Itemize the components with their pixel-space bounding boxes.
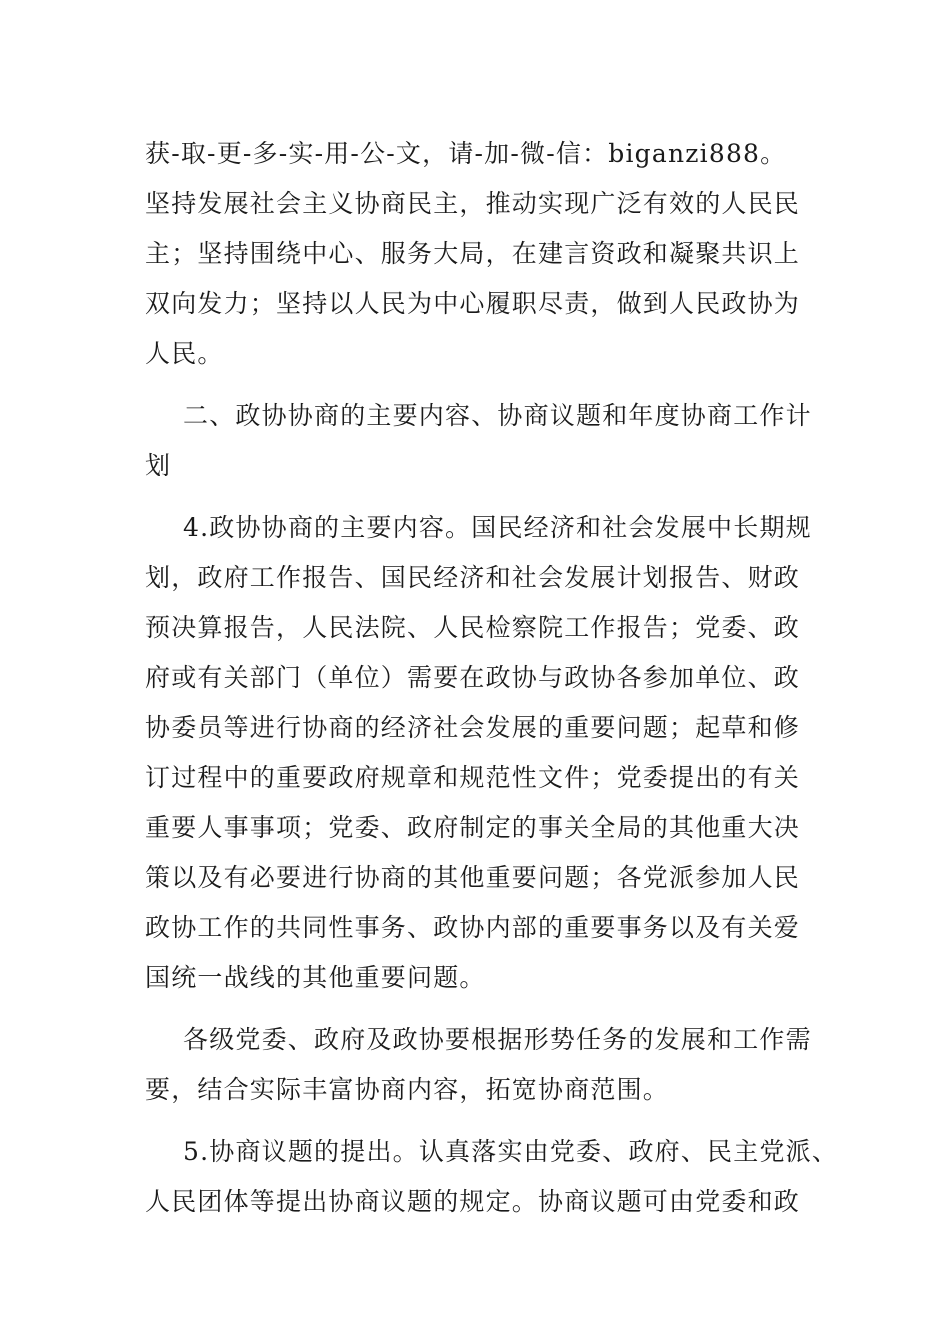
paragraph-item-4: [145, 503, 812, 1003]
text-line: 策以及有必要进行协商的其他重要问题；各党派参加人民: [145, 863, 801, 892]
text-line: 重要人事事项；党委、政府制定的事关全局的其他重大决: [145, 813, 801, 842]
text-line: 府或有关部门（单位）需要在政协与政协各参加单位、政: [145, 663, 801, 692]
paragraph-item-5: [145, 1127, 839, 1227]
text-line: 要，结合实际丰富协商内容，拓宽协商范围。: [145, 1075, 670, 1104]
text-line: 协委员等进行协商的经济社会发展的重要问题；起草和修: [145, 713, 801, 742]
text-line: 双向发力；坚持以人民为中心履职尽责，做到人民政协为: [145, 289, 801, 318]
text-line: 预决算报告，人民法院、人民检察院工作报告；党委、政: [145, 613, 801, 642]
text-line: 坚持发展社会主义协商民主，推动实现广泛有效的人民民: [145, 189, 801, 218]
heading-line: 划: [145, 451, 172, 480]
section-heading: [145, 391, 812, 491]
text-line: 订过程中的重要政府规章和规范性文件；党委提出的有关: [145, 763, 801, 792]
document-body: [145, 129, 839, 1227]
text-line: 划，政府工作报告、国民经济和社会发展计划报告、财政: [145, 563, 801, 592]
heading-line: 二、政协协商的主要内容、协商议题和年度协商工作计: [183, 401, 812, 430]
text-line: 4.政协协商的主要内容。国民经济和社会发展中长期规: [183, 513, 812, 542]
paragraph-intro: [145, 129, 805, 379]
text-line: 主；坚持围绕中心、服务大局，在建言资政和凝聚共识上: [145, 239, 801, 268]
text-line: 人民团体等提出协商议题的规定。协商议题可由党委和政: [145, 1187, 801, 1216]
text-line: 5.协商议题的提出。认真落实由党委、政府、民主党派、: [183, 1137, 839, 1166]
text-line: 政协工作的共同性事务、政协内部的重要事务以及有关爱: [145, 913, 801, 942]
text-line: 人民。: [145, 339, 224, 368]
text-line: 国统一战线的其他重要问题。: [145, 963, 486, 992]
paragraph-scope: [145, 1015, 812, 1115]
text-line: 各级党委、政府及政协要根据形势任务的发展和工作需: [183, 1025, 812, 1054]
text-line: 获-取-更-多-实-用-公-文，请-加-微-信：biganzi888。: [145, 139, 787, 168]
